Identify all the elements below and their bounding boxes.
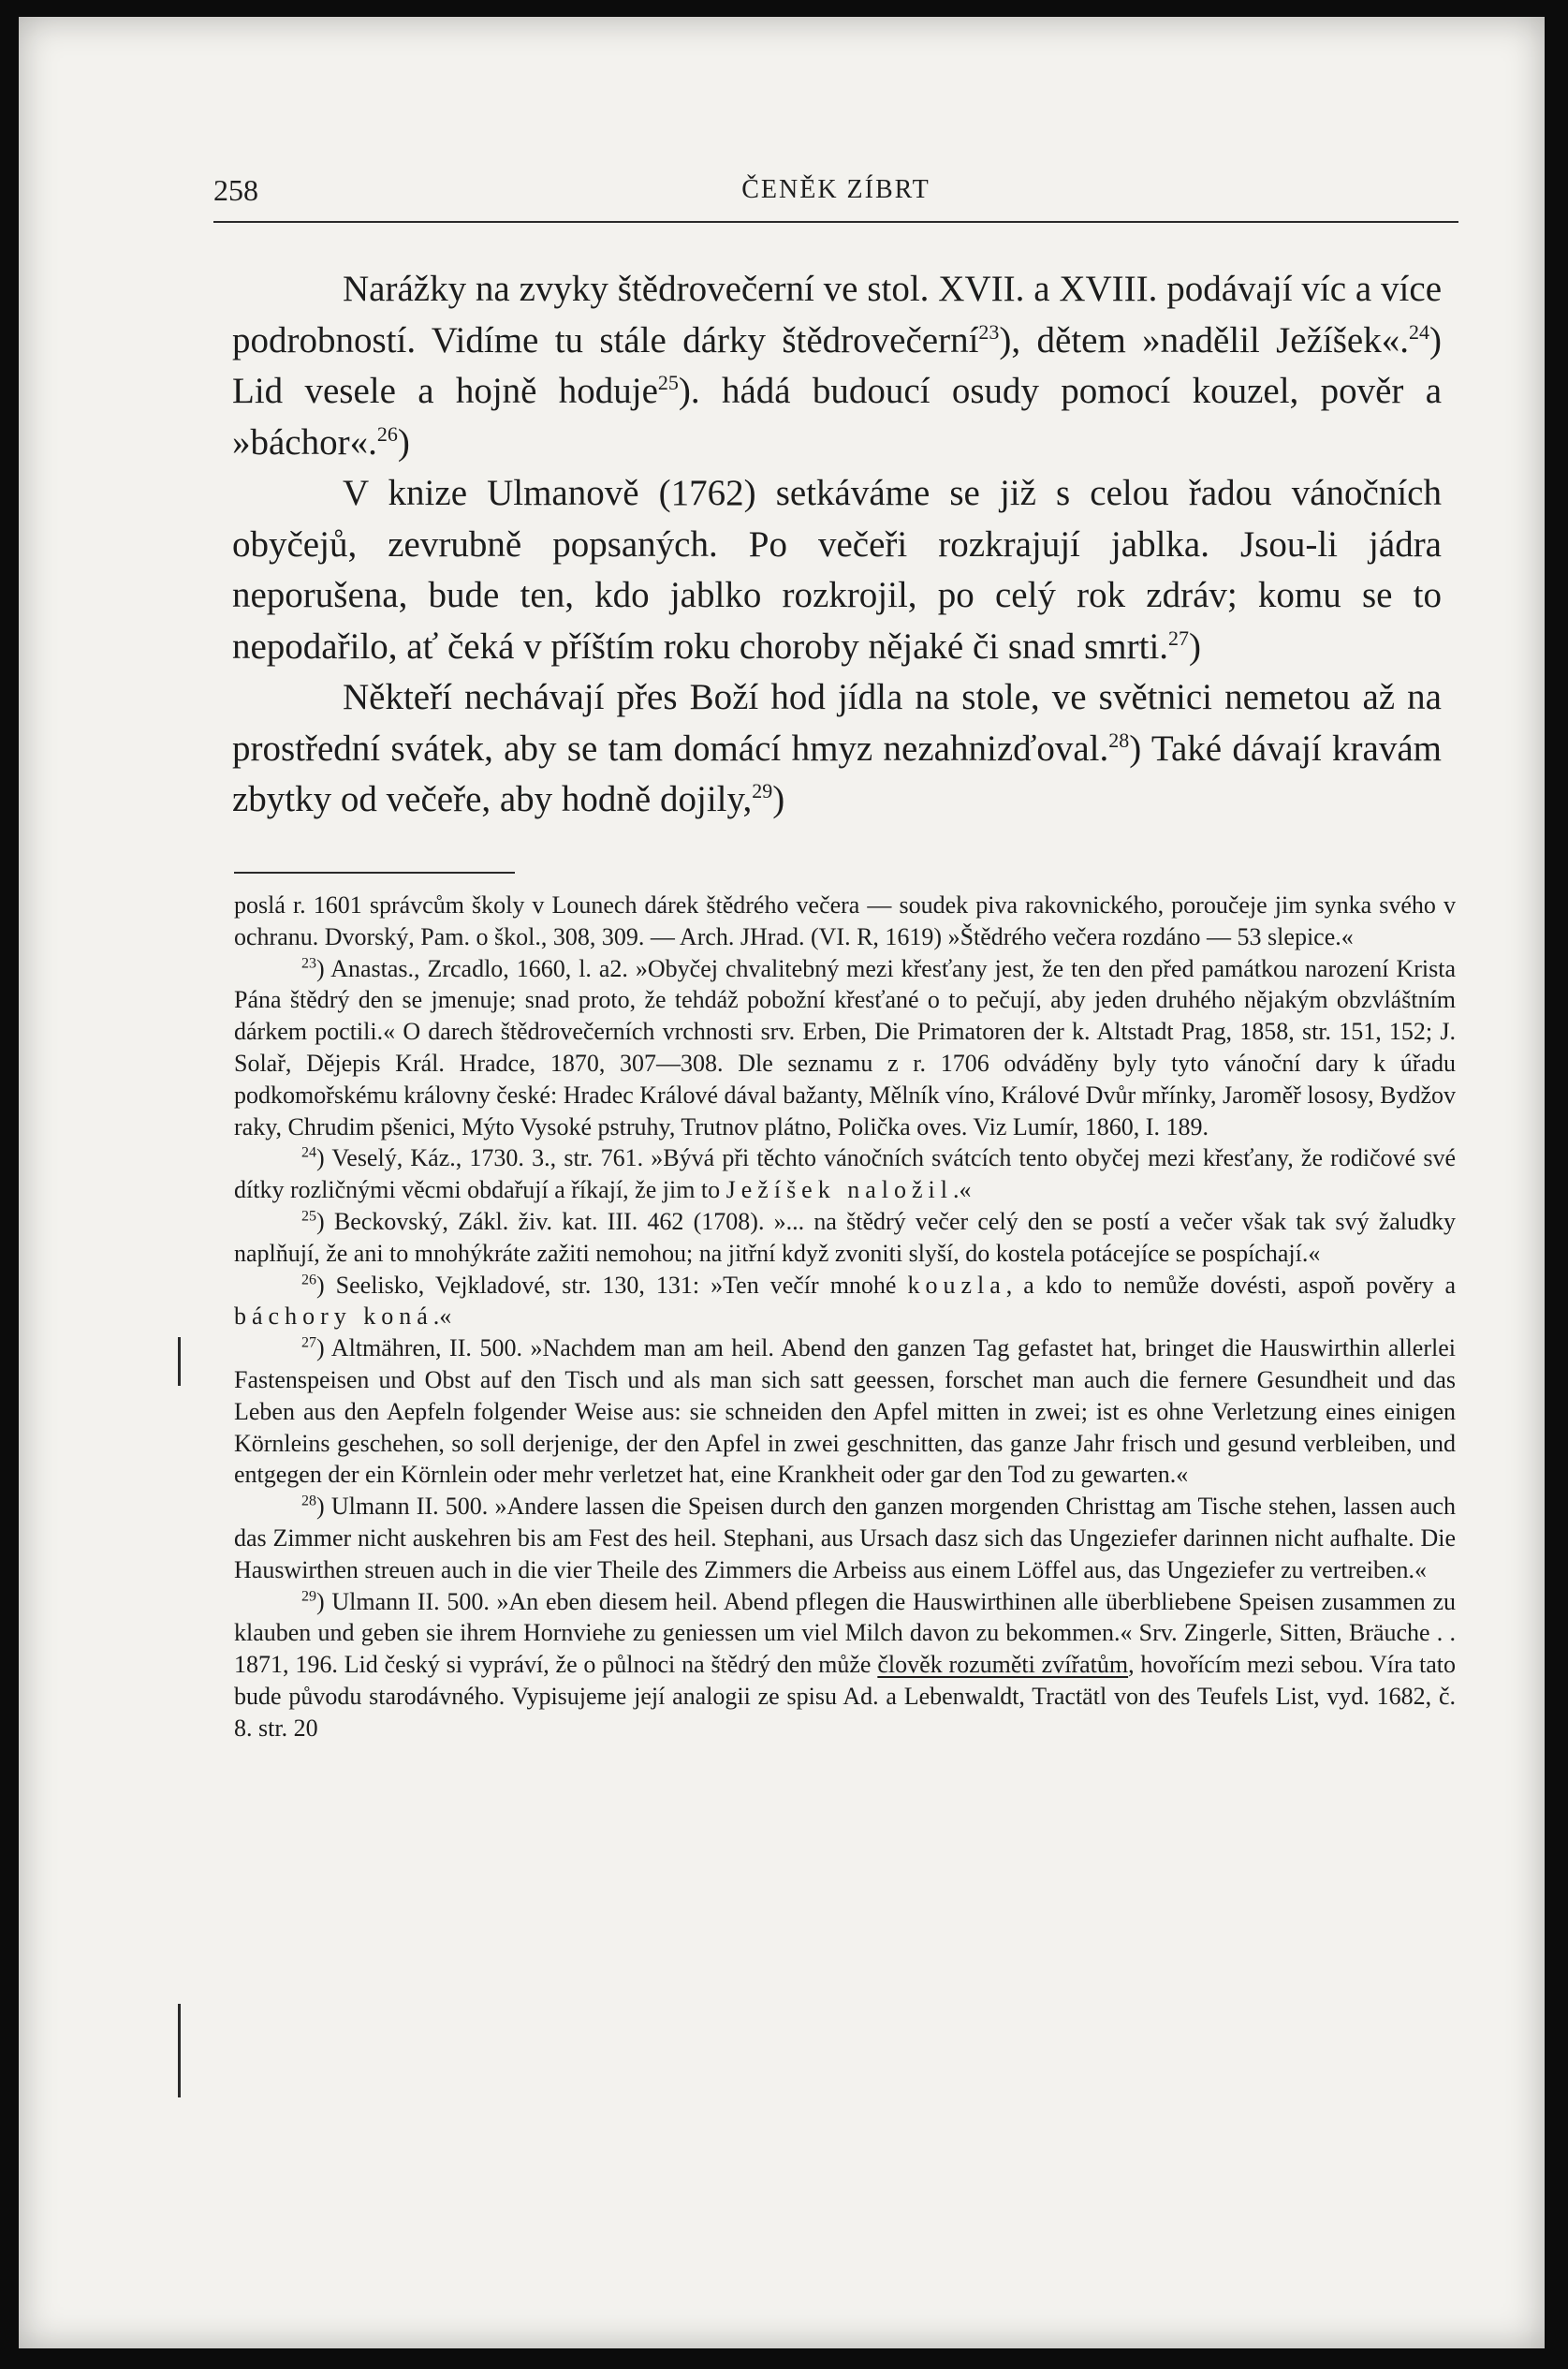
footnote-continued: poslá r. 1601 správcům školy v Lounech dárek štědrého večera — soudek piva rakovnického, poroučeje jim synka svého v ochranu. Dvorský, Pam. o škol., 308, 309. — Arch. JHrad. (VI. R, 1619) »Štědrého večera rozdáno — 53 slepice.« bbox=[234, 891, 1456, 950]
margin-mark bbox=[178, 2004, 181, 2097]
footnote-25: $^{25}$) Beckovský, Zákl. živ. kat. III. 462 (1708). »... na štědrý večer celý den se postí a večer však tak svý žaludky naplňují, že ani to mnohýkráte zažiti nemohou; na jitřní když zvoniti slyší, do kostela potácejíce se pospíchají.« bbox=[234, 1207, 1456, 1267]
footnote-ref[interactable]: 27 bbox=[1168, 625, 1190, 650]
header-rule bbox=[213, 221, 1458, 223]
footnote-ref[interactable]: 29 bbox=[752, 779, 773, 802]
margin-mark bbox=[178, 1337, 181, 1386]
footnote-23: $^{23}$) Anastas., Zrcadlo, 1660, l. a2. »Obyčej chvalitebný mezi křesťany jest, že ten den před památkou narození Krista Pána štědrý den se jmenuje; snad proto, že tehdáž pobožní křesťané o to pečují, aby jeden druhého nějakým obzvláštním dárkem poctili.« O darech štědrovečerních vrchnosti srv. Erben, Die Primatoren der k. Altstadt Prag, 1858, str. 151, 152; J. Solař, Dějepis Král. Hradce, 1870, 307—308. Dle seznamu z r. 1706 odváděny byly tyto vánoční dary k úřadu podkomořskému královny české: Hradec Králové dával bažanty, Mělník víno, Králové Dvůr mřínky, Jaroměř lososy, Bydžov raky, Chrudim pšenici, Mýto Vysoké pstruhy, Trutnov plátno, Polička oves. Viz Lumír, 1860, I. 189. bbox=[234, 954, 1456, 1140]
paragraph: V knize Ulmanově (1762) setkáváme se již s celou řadou vánočních obyčejů, zevrubně popsaných. Po večeři rozkrajují jablka. Jsou-li jádra neporušena, bude ten, kdo jablko rozkrojil, po celý rok zdráv; komu se to nepodařilo, ať čeká v příštím roku choroby nějaké či snad smrti.$^{27}$) bbox=[232, 473, 1442, 667]
page-number: 258 bbox=[213, 173, 258, 207]
main-text bbox=[232, 264, 1442, 826]
footnote-24: $^{24}$) Veselý, Káz., 1730. 3., str. 761. »Bývá při těchto vánočních svátcích tento obyčej mezi křesťany, že rodičové své dítky rozličnými věcmi obdařují a říkají, že jim to Ježíšek naložil.« bbox=[234, 1144, 1456, 1204]
footnote-ref[interactable]: 24 bbox=[1409, 319, 1429, 344]
footnote-29: $^{29}$) Ulmann II. 500. »An eben diesem heil. Abend pflegen die Hauswirthinen alle überbliebene Speisen zusammen zu klauben und geben sie ihrem Hornviehe zu geniessen um viel Milch davon zu bekommen.« Srv. Zingerle, Sitten, Bräuche . . 1871, 196. Lid český si vypráví, že o půlnoci na štědrý den může člověk rozuměti zvířatům, hovořícím mezi sebou. Víra tato bude původu starodávného. Vypisujeme její analogii ze spisu Ad. a Lebenwaldt, Tractätl von des Teufels List, vyd. 1682, č. 8. str. 20 bbox=[234, 1587, 1456, 1742]
handwritten-underline: člověk rozuměti zvířatům bbox=[877, 1651, 1129, 1679]
footnote-26: $^{26}$) Seelisko, Vejkladové, str. 130, 131: »Ten večír mnohé kouzla, a kdo to nemůže dovésti, aspoň pověry a báchory koná.« bbox=[234, 1271, 1456, 1331]
footnote-ref[interactable]: 26 bbox=[376, 421, 398, 446]
footnote-ref[interactable]: 23 bbox=[978, 319, 1000, 344]
footnote-separator bbox=[234, 872, 515, 874]
paragraph: Někteří nechávají přes Boží hod jídla na stole, ve světnici nemetou až na prostřední svátek, aby se tam domácí hmyz nezahnizďoval.$^{28}$) Také dávají kravám zbytky od večeře, aby hodně dojily,$^{29}$) bbox=[232, 677, 1442, 819]
page-header bbox=[213, 173, 1458, 211]
footnotes bbox=[234, 890, 1456, 1744]
running-head: ČENĚK ZÍBRT bbox=[741, 175, 931, 204]
footnote-ref[interactable]: 25 bbox=[657, 371, 679, 394]
footnote-27: $^{27}$) Altmähren, II. 500. »Nachdem man am heil. Abend den ganzen Tag gefastet hat, bringet die Hauswirthin allerlei Fastenspeisen und Obst auf den Tisch und als man sich satt geessen, forschet man auch die fernere Gesundheit und das Leben aus den Aepfeln folgender Weise aus: sie schneiden den Apfel mitten in zwei; ist es ohne Verletzung eines einigen Körnleins geschehen, so soll derjenige, der den Apfel in zwei geschnitten, das ganze Jahr frisch und gesund verbleiben, und entgegen der ein Körnlein oder mehr verletzet hat, eine Krankheit oder gar den Tod zu gewarten.« bbox=[234, 1334, 1456, 1489]
footnote-ref[interactable]: 28 bbox=[1108, 728, 1130, 752]
paragraph: Narážky na zvyky štědrovečerní ve stol. XVII. a XVIII. podávají víc a více podrobností. Vidíme tu stále dárky štědrovečerní$^{23}$), dětem »nadělil Ježíšek«.$^{24}$) Lid vesele a hojně hoduje$^{25}$). hádá budoucí osudy pomocí kouzel, pověr a »báchor«.$^{26}$) bbox=[232, 269, 1443, 463]
footnote-28: $^{28}$) Ulmann II. 500. »Andere lassen die Speisen durch den ganzen morgenden Christtag am Tische stehen, lassen auch das Zimmer nicht auskehren bis am Fest des heil. Stephani, aus Ursach dasz sich das Ungeziefer darinnen nicht aufhalte. Die Hauswirthen streuen auch in die vier Theile des Zimmers die Arbeiss aus einem Löffel aus, das Ungeziefer zu vertreiben.« bbox=[234, 1493, 1456, 1583]
